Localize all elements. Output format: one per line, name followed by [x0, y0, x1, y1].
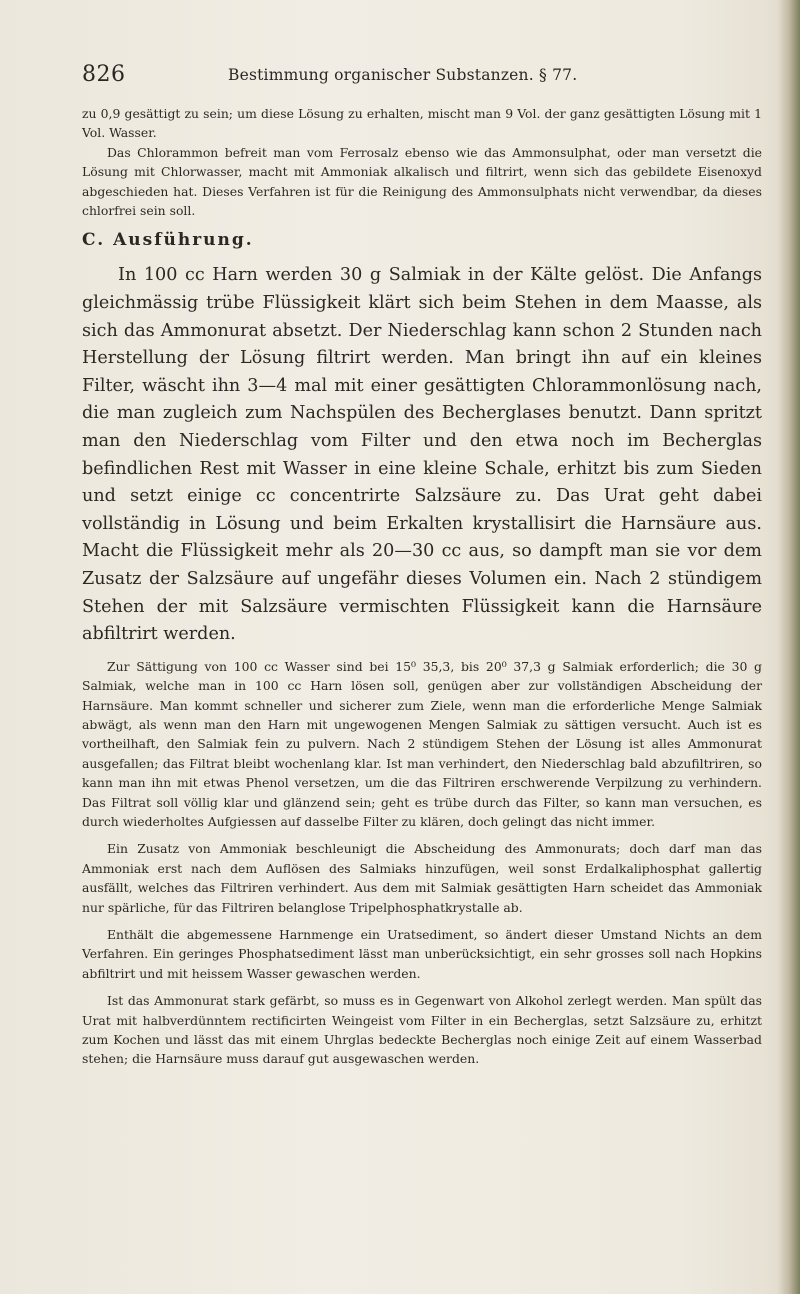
paragraph-alcohol-note: Ist das Ammonurat stark gefärbt, so muss es in Gegenwart von Alkohol zerlegt werden. Man spült das Urat mit halbverdünntem rectificirten Weingeist vom Filter in ein Becherglas, setzt Salzsäure zu, erhitzt zum Kochen und lässt das mit einem Uhrglas bedeckte Becherglas noch einige Zeit auf einem Wasserbad stehen; die Harnsäure muss darauf gut ausgewaschen werden.	[82, 993, 762, 1067]
section-heading: C. Ausführung.	[82, 230, 254, 251]
page-edge-shadow	[778, 0, 800, 1294]
paragraph-procedure: In 100 cc Harn werden 30 g Salmiak in der Kälte gelöst. Die Anfangs gleichmässig trübe Flüssigkeit klärt sich beim Stehen in dem Maasse, als sich das Ammonurat absetzt. Der Niederschlag kann schon 2 Stunden nach Herstellung der Lösung filtrirt werden. Man bringt ihn auf ein kleines Filter, wäscht ihn 3—4 mal mit einer gesättigten Chlorammonlösung nach, die man zugleich zum Nachspülen des Becherglases benutzt. Dann spritzt man den Niederschlag vom Filter und den etwa noch im Becherglas befindlichen Rest mit Wasser in eine kleine Schale, erhitzt bis zum Sieden und setzt einige cc concentrirte Salzsäure zu. Das Urat geht dabei vollständig in Lösung und beim Erkalten krystallisirt die Harnsäure aus. Macht die Flüssigkeit mehr als 20—30 cc aus, so dampft man sie vor dem Zusatz der Salzsäure auf ungefähr dieses Volumen ein. Nach 2 stündigem Stehen der mit Salzsäure vermischten Flüssigkeit kann die Harnsäure abfiltrirt werden.	[82, 265, 762, 645]
page-number: 826	[82, 62, 126, 87]
page-header	[82, 62, 762, 92]
paragraph-continuation: zu 0,9 gesättigt zu sein; um diese Lösung zu erhalten, mischt man 9 Vol. der ganz gesättigten Lösung mit 1 Vol. Wasser.	[82, 106, 762, 141]
running-head: Bestimmung organischer Substanzen. § 77.	[228, 66, 578, 84]
paragraph-ammonia-note: Ein Zusatz von Ammoniak beschleunigt die Abscheidung des Ammonurats; doch darf man das Ammoniak erst nach dem Auflösen des Salmiaks hinzufügen, weil sonst Erdalkaliphosphat gallertig ausfällt, welches das Filtriren verhindert. Aus dem mit Salmiak gesättigten Harn scheidet das Ammoniak nur spärliche, für das Filtriren belanglose Tripelphosphatkrystalle ab.	[82, 841, 762, 915]
paragraph-sediment-note: Enthält die abgemessene Harnmenge ein Uratsediment, so ändert dieser Umstand Nichts an dem Verfahren. Ein geringes Phosphatsediment lässt man unberücksichtigt, ein sehr grosses soll nach Hopkins abfiltrirt und mit heissem Wasser gewaschen werden.	[82, 927, 762, 981]
page-body	[82, 104, 762, 1069]
paragraph-saturation-note: Zur Sättigung von 100 cc Wasser sind bei 15⁰ 35,3, bis 20⁰ 37,3 g Salmiak erforderlich; die 30 g Salmiak, welche man in 100 cc Harn lösen soll, genügen aber zur vollständigen Abscheidung der Harnsäure. Man kommt schneller und sicherer zum Ziele, wenn man die erforderliche Menge Salmiak abwägt, als wenn man den Harn mit ungewogenen Mengen Salmiak zu sättigen versucht. Auch ist es vortheilhaft, den Salmiak fein zu pulvern. Nach 2 stündigem Stehen der Lösung ist alles Ammonurat ausgefallen; das Filtrat bleibt wochenlang klar. Ist man verhindert, den Niederschlag bald abzufiltriren, so kann man ihn mit etwas Phenol versetzen, um die das Filtriren erschwerende Verpilzung zu verhindern. Das Filtrat soll völlig klar und glänzend sein; geht es trübe durch das Filter, so kann man versuchen, es durch wiederholtes Aufgiessen auf dasselbe Filter zu klären, doch gelingt das nicht immer.	[82, 658, 762, 829]
paragraph-chlorammon: Das Chlorammon befreit man vom Ferrosalz ebenso wie das Ammonsulphat, oder man versetzt die Lösung mit Chlorwasser, macht mit Ammoniak alkalisch und filtrirt, wenn sich das gebildete Eisenoxyd abgeschieden hat. Dieses Verfahren ist für die Reinigung des Ammonsulphats nicht verwendbar, da dieses chlorfrei sein soll.	[82, 144, 762, 219]
